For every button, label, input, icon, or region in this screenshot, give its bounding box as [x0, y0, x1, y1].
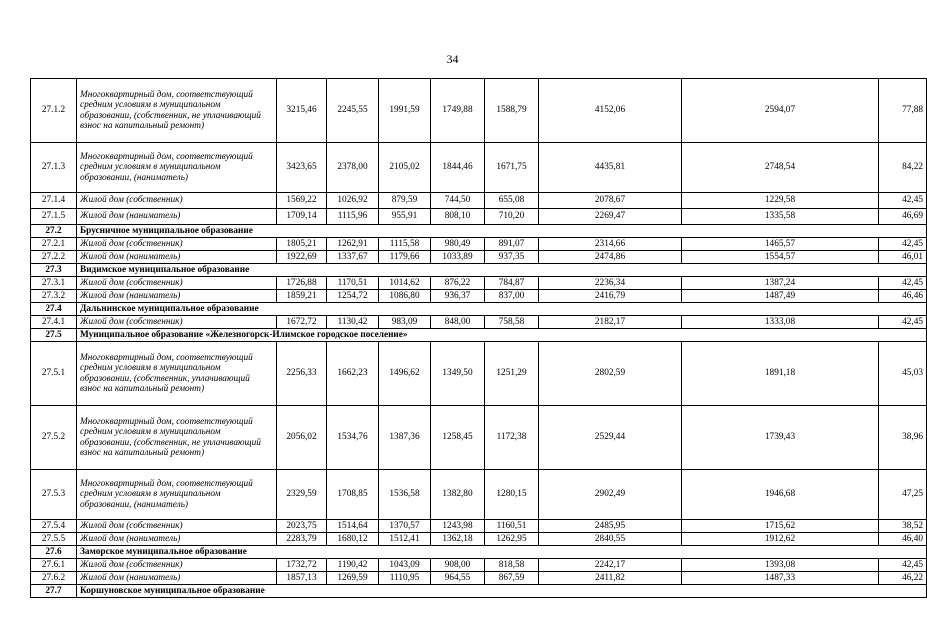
- row-value-6: 4152,06: [539, 79, 682, 143]
- row-value-4: 1349,50: [431, 342, 485, 406]
- row-value-3: 1370,57: [379, 520, 431, 533]
- row-name: Жилой дом (наниматель): [77, 209, 277, 225]
- row-value-1: 2329,59: [277, 470, 327, 520]
- row-value-8: 77,88: [879, 79, 927, 143]
- section-row: [31, 585, 927, 598]
- row-value-1: 1857,13: [277, 572, 327, 585]
- table-row: [31, 277, 927, 290]
- row-value-6: 2416,79: [539, 290, 682, 303]
- section-code: 27.5: [31, 329, 77, 342]
- row-value-7: 1229,58: [682, 193, 879, 209]
- row-name: Жилой дом (собственник): [77, 559, 277, 572]
- page-number: 34: [446, 52, 459, 66]
- row-value-2: 1534,76: [327, 406, 379, 470]
- section-title: Коршуновское муниципальное образование: [77, 585, 927, 598]
- row-value-5: 1588,79: [485, 79, 539, 143]
- row-value-6: 2411,82: [539, 572, 682, 585]
- row-value-5: 891,07: [485, 238, 539, 251]
- row-value-2: 1708,85: [327, 470, 379, 520]
- row-value-1: 1726,88: [277, 277, 327, 290]
- row-value-1: 3215,46: [277, 79, 327, 143]
- row-value-8: 42,45: [879, 193, 927, 209]
- table-row: [31, 520, 927, 533]
- row-value-1: 1805,21: [277, 238, 327, 251]
- row-value-5: 937,35: [485, 251, 539, 264]
- section-code: 27.2: [31, 225, 77, 238]
- row-value-8: 84,22: [879, 143, 927, 193]
- table-row: [31, 238, 927, 251]
- row-value-6: 2529,44: [539, 406, 682, 470]
- row-value-6: 2269,47: [539, 209, 682, 225]
- row-value-7: 1333,08: [682, 316, 879, 329]
- row-value-5: 758,58: [485, 316, 539, 329]
- table-row: [31, 143, 927, 193]
- row-value-5: 1262,95: [485, 533, 539, 546]
- row-value-8: 46,69: [879, 209, 927, 225]
- row-value-8: 46,40: [879, 533, 927, 546]
- row-value-7: 1554,57: [682, 251, 879, 264]
- row-value-4: 808,10: [431, 209, 485, 225]
- row-value-3: 1043,09: [379, 559, 431, 572]
- row-value-2: 1115,96: [327, 209, 379, 225]
- row-value-2: 1337,67: [327, 251, 379, 264]
- row-value-1: 3423,65: [277, 143, 327, 193]
- section-title: Брусничное муниципальное образование: [77, 225, 927, 238]
- row-value-1: 2056,02: [277, 406, 327, 470]
- row-value-4: 1749,88: [431, 79, 485, 143]
- row-name: Многоквартирный дом, соответствующий средним условиям в муниципальном образовании, (собственник, уплачивающий взнос на капитальный ремонт): [77, 342, 277, 406]
- row-name: Жилой дом (наниматель): [77, 533, 277, 546]
- row-value-4: 1844,46: [431, 143, 485, 193]
- row-name: Многоквартирный дом, соответствующий средним условиям в муниципальном образовании, (собственник, не уплачивающий взнос на капитальный ремонт): [77, 406, 277, 470]
- row-name: Жилой дом (собственник): [77, 238, 277, 251]
- row-value-8: 42,45: [879, 316, 927, 329]
- section-row: [31, 546, 927, 559]
- row-value-6: 2474,86: [539, 251, 682, 264]
- row-value-7: 1715,62: [682, 520, 879, 533]
- row-code: 27.5.5: [31, 533, 77, 546]
- section-code: 27.3: [31, 264, 77, 277]
- row-value-6: 2236,34: [539, 277, 682, 290]
- row-value-2: 1170,51: [327, 277, 379, 290]
- row-value-4: 1362,18: [431, 533, 485, 546]
- row-value-7: 1393,08: [682, 559, 879, 572]
- row-value-7: 2748,54: [682, 143, 879, 193]
- table-row: [31, 342, 927, 406]
- row-value-7: 1487,49: [682, 290, 879, 303]
- table-row: [31, 290, 927, 303]
- row-value-2: 1130,42: [327, 316, 379, 329]
- row-value-5: 1280,15: [485, 470, 539, 520]
- row-value-8: 42,45: [879, 559, 927, 572]
- row-value-5: 837,00: [485, 290, 539, 303]
- section-title: Муниципальное образование «Железногорск-Илимское городское поселение»: [77, 329, 927, 342]
- row-value-6: 2802,59: [539, 342, 682, 406]
- row-value-7: 1487,33: [682, 572, 879, 585]
- row-code: 27.5.1: [31, 342, 77, 406]
- row-code: 27.3.1: [31, 277, 77, 290]
- row-value-2: 1662,23: [327, 342, 379, 406]
- row-value-4: 1243,98: [431, 520, 485, 533]
- row-name: Жилой дом (наниматель): [77, 572, 277, 585]
- row-value-5: 655,08: [485, 193, 539, 209]
- row-code: 27.1.2: [31, 79, 77, 143]
- row-value-3: 879,59: [379, 193, 431, 209]
- row-value-5: 1160,51: [485, 520, 539, 533]
- row-code: 27.5.4: [31, 520, 77, 533]
- section-title: Дальнинское муниципальное образование: [77, 303, 927, 316]
- section-code: 27.6: [31, 546, 77, 559]
- row-code: 27.4.1: [31, 316, 77, 329]
- table-row: [31, 533, 927, 546]
- row-value-1: 1859,21: [277, 290, 327, 303]
- table-row: [31, 406, 927, 470]
- row-value-8: 38,52: [879, 520, 927, 533]
- row-value-1: 1922,69: [277, 251, 327, 264]
- row-value-1: 2023,75: [277, 520, 327, 533]
- section-title: Видимское муниципальное образование: [77, 264, 927, 277]
- row-value-8: 45,03: [879, 342, 927, 406]
- row-code: 27.5.2: [31, 406, 77, 470]
- row-value-7: 2594,07: [682, 79, 879, 143]
- row-value-4: 908,00: [431, 559, 485, 572]
- row-value-1: 2256,33: [277, 342, 327, 406]
- table-body: [31, 79, 927, 598]
- row-value-2: 1680,12: [327, 533, 379, 546]
- row-code: 27.6.1: [31, 559, 77, 572]
- row-value-2: 1190,42: [327, 559, 379, 572]
- row-value-7: 1891,18: [682, 342, 879, 406]
- section-title: Заморское муниципальное образование: [77, 546, 927, 559]
- row-value-2: 1026,92: [327, 193, 379, 209]
- row-value-3: 1991,59: [379, 79, 431, 143]
- row-value-4: 1382,80: [431, 470, 485, 520]
- table-row: [31, 572, 927, 585]
- row-value-3: 1179,66: [379, 251, 431, 264]
- row-code: 27.3.2: [31, 290, 77, 303]
- row-value-4: 980,49: [431, 238, 485, 251]
- row-value-1: 1672,72: [277, 316, 327, 329]
- row-value-6: 2078,67: [539, 193, 682, 209]
- row-value-3: 2105,02: [379, 143, 431, 193]
- row-value-1: 1709,14: [277, 209, 327, 225]
- row-name: Многоквартирный дом, соответствующий средним условиям в муниципальном образовании, (наниматель): [77, 143, 277, 193]
- row-value-8: 46,46: [879, 290, 927, 303]
- row-value-4: 848,00: [431, 316, 485, 329]
- row-value-2: 1269,59: [327, 572, 379, 585]
- row-value-3: 1536,58: [379, 470, 431, 520]
- row-name: Жилой дом (собственник): [77, 316, 277, 329]
- row-value-7: 1946,68: [682, 470, 879, 520]
- table-row: [31, 79, 927, 143]
- row-name: Жилой дом (наниматель): [77, 290, 277, 303]
- table-row: [31, 209, 927, 225]
- row-value-6: 4435,81: [539, 143, 682, 193]
- row-value-3: 955,91: [379, 209, 431, 225]
- row-value-1: 2283,79: [277, 533, 327, 546]
- row-value-3: 1086,80: [379, 290, 431, 303]
- row-value-3: 1512,41: [379, 533, 431, 546]
- row-value-8: 46,01: [879, 251, 927, 264]
- row-value-8: 47,25: [879, 470, 927, 520]
- row-value-3: 1387,36: [379, 406, 431, 470]
- row-value-3: 983,09: [379, 316, 431, 329]
- section-row: [31, 225, 927, 238]
- row-value-8: 42,45: [879, 277, 927, 290]
- row-value-6: 2902,49: [539, 470, 682, 520]
- row-code: 27.1.3: [31, 143, 77, 193]
- row-value-2: 1262,91: [327, 238, 379, 251]
- row-value-6: 2840,55: [539, 533, 682, 546]
- row-value-4: 936,37: [431, 290, 485, 303]
- row-value-2: 2245,55: [327, 79, 379, 143]
- row-value-4: 1033,89: [431, 251, 485, 264]
- row-value-5: 818,58: [485, 559, 539, 572]
- section-row: [31, 329, 927, 342]
- row-name: Многоквартирный дом, соответствующий средним условиям в муниципальном образовании, (собственник, не уплачивающий взнос на капитальный ремонт): [77, 79, 277, 143]
- row-value-7: 1335,58: [682, 209, 879, 225]
- row-value-5: 1172,38: [485, 406, 539, 470]
- row-value-7: 1739,43: [682, 406, 879, 470]
- table-row: [31, 251, 927, 264]
- row-value-7: 1912,62: [682, 533, 879, 546]
- row-value-5: 867,59: [485, 572, 539, 585]
- row-value-6: 2242,17: [539, 559, 682, 572]
- row-value-4: 964,55: [431, 572, 485, 585]
- row-value-4: 744,50: [431, 193, 485, 209]
- row-value-3: 1496,62: [379, 342, 431, 406]
- row-code: 27.2.2: [31, 251, 77, 264]
- row-value-7: 1465,57: [682, 238, 879, 251]
- row-value-5: 1251,29: [485, 342, 539, 406]
- row-value-6: 2485,95: [539, 520, 682, 533]
- row-name: Жилой дом (собственник): [77, 520, 277, 533]
- row-value-1: 1732,72: [277, 559, 327, 572]
- table-row: [31, 559, 927, 572]
- row-value-6: 2182,17: [539, 316, 682, 329]
- row-name: Многоквартирный дом, соответствующий средним условиям в муниципальном образовании, (наниматель): [77, 470, 277, 520]
- row-value-4: 876,22: [431, 277, 485, 290]
- row-value-2: 1254,72: [327, 290, 379, 303]
- row-name: Жилой дом (собственник): [77, 193, 277, 209]
- row-value-3: 1115,58: [379, 238, 431, 251]
- row-value-7: 1387,24: [682, 277, 879, 290]
- section-code: 27.4: [31, 303, 77, 316]
- section-row: [31, 264, 927, 277]
- row-value-2: 2378,00: [327, 143, 379, 193]
- row-value-2: 1514,64: [327, 520, 379, 533]
- table-row: [31, 193, 927, 209]
- row-value-6: 2314,66: [539, 238, 682, 251]
- table-row: [31, 316, 927, 329]
- row-code: 27.1.5: [31, 209, 77, 225]
- row-value-5: 710,20: [485, 209, 539, 225]
- row-value-3: 1110,95: [379, 572, 431, 585]
- row-value-1: 1569,22: [277, 193, 327, 209]
- row-code: 27.1.4: [31, 193, 77, 209]
- row-name: Жилой дом (собственник): [77, 277, 277, 290]
- row-value-4: 1258,45: [431, 406, 485, 470]
- row-value-8: 46,22: [879, 572, 927, 585]
- section-row: [31, 303, 927, 316]
- row-value-3: 1014,62: [379, 277, 431, 290]
- row-code: 27.5.3: [31, 470, 77, 520]
- row-value-8: 38,96: [879, 406, 927, 470]
- row-code: 27.2.1: [31, 238, 77, 251]
- section-code: 27.7: [31, 585, 77, 598]
- row-value-8: 42,45: [879, 238, 927, 251]
- tariff-table: [30, 78, 927, 598]
- row-name: Жилой дом (наниматель): [77, 251, 277, 264]
- table-row: [31, 470, 927, 520]
- row-code: 27.6.2: [31, 572, 77, 585]
- row-value-5: 784,87: [485, 277, 539, 290]
- row-value-5: 1671,75: [485, 143, 539, 193]
